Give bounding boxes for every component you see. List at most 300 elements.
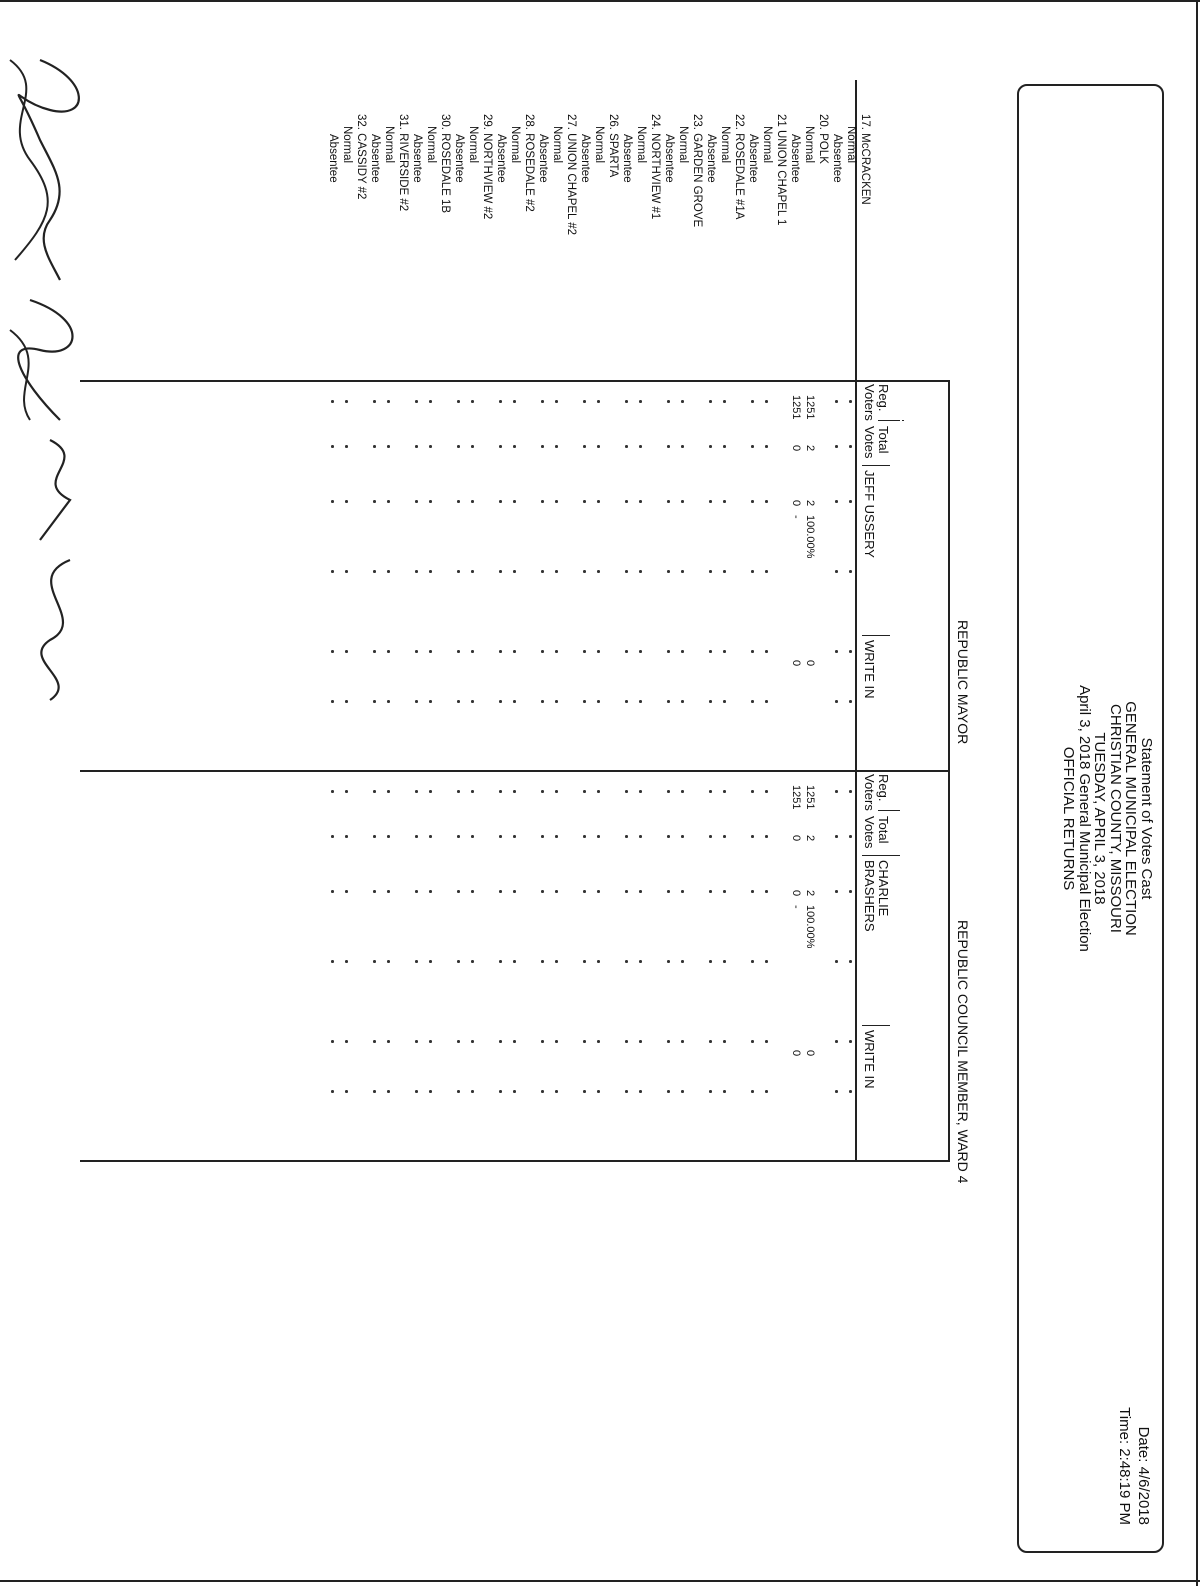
empty-cell-dot: [556, 790, 559, 793]
empty-cell-dot: [374, 650, 377, 653]
empty-cell-dot: [668, 445, 671, 448]
empty-cell-dot: [416, 960, 419, 963]
vote-count-cell: 100.00%: [804, 905, 816, 949]
empty-cell-dot: [710, 650, 713, 653]
precinct-name: 32. CASSIDY #2: [355, 114, 367, 200]
col-write-in: WRITE IN: [862, 1030, 877, 1089]
empty-cell-dot: [346, 570, 349, 573]
empty-cell-dot: [430, 400, 433, 403]
empty-cell-dot: [374, 445, 377, 448]
empty-cell-dot: [332, 790, 335, 793]
empty-cell-dot: [710, 1090, 713, 1093]
empty-cell-dot: [584, 570, 587, 573]
precinct-name: 24. NORTHVIEW #1: [649, 114, 661, 220]
col-header-tick: [878, 420, 900, 421]
col-write-in: WRITE IN: [862, 640, 877, 699]
precinct-name: 17. McCRACKEN: [859, 114, 871, 205]
empty-cell-dot: [500, 835, 503, 838]
precinct-row-type: Normal: [677, 126, 689, 164]
empty-cell-dot: [668, 960, 671, 963]
empty-cell-dot: [682, 790, 685, 793]
precinct-row-type: Normal: [845, 126, 857, 164]
empty-cell-dot: [710, 400, 713, 403]
empty-cell-dot: [500, 1090, 503, 1093]
empty-cell-dot: [766, 650, 769, 653]
empty-cell-dot: [598, 570, 601, 573]
empty-cell-dot: [752, 835, 755, 838]
empty-cell-dot: [668, 700, 671, 703]
empty-cell-dot: [416, 700, 419, 703]
empty-cell-dot: [584, 445, 587, 448]
empty-cell-dot: [556, 445, 559, 448]
empty-cell-dot: [556, 400, 559, 403]
empty-cell-dot: [332, 650, 335, 653]
precinct-name: 26. SPARTA: [607, 114, 619, 178]
empty-cell-dot: [472, 500, 475, 503]
contest-title-council: REPUBLIC COUNCIL MEMBER, WARD 4: [955, 920, 971, 1184]
empty-cell-dot: [514, 1040, 517, 1043]
precinct-row-type: Normal: [719, 126, 731, 164]
empty-cell-dot: [430, 700, 433, 703]
empty-cell-dot: [766, 570, 769, 573]
empty-cell-dot: [458, 650, 461, 653]
empty-cell-dot: [346, 1040, 349, 1043]
empty-cell-dot: [598, 650, 601, 653]
precinct-row-type: Absentee: [411, 134, 423, 183]
empty-cell-dot: [472, 835, 475, 838]
empty-cell-dot: [556, 1040, 559, 1043]
empty-cell-dot: [500, 445, 503, 448]
empty-cell-dot: [766, 500, 769, 503]
empty-cell-dot: [500, 400, 503, 403]
precinct-row-type: Absentee: [369, 134, 381, 183]
empty-cell-dot: [472, 890, 475, 893]
empty-cell-dot: [472, 1090, 475, 1093]
empty-cell-dot: [668, 1040, 671, 1043]
empty-cell-dot: [598, 500, 601, 503]
empty-cell-dot: [850, 960, 853, 963]
report-date: Date: 4/6/2018: [1135, 1426, 1152, 1525]
contest-rule-left: [949, 380, 951, 770]
empty-cell-dot: [374, 1090, 377, 1093]
empty-cell-dot: [374, 890, 377, 893]
vote-count-cell: 0: [790, 890, 802, 897]
empty-cell-dot: [682, 500, 685, 503]
empty-cell-dot: [472, 570, 475, 573]
vote-count-cell: 1251: [790, 395, 802, 420]
col-header-tick: [862, 1025, 890, 1026]
empty-cell-dot: [346, 500, 349, 503]
empty-cell-dot: [458, 790, 461, 793]
empty-cell-dot: [850, 650, 853, 653]
empty-cell-dot: [542, 700, 545, 703]
empty-cell-dot: [710, 790, 713, 793]
empty-cell-dot: [514, 400, 517, 403]
title-line: April 3, 2018 General Municipal Election: [1076, 685, 1093, 952]
empty-cell-dot: [836, 445, 839, 448]
empty-cell-dot: [514, 500, 517, 503]
empty-cell-dot: [640, 500, 643, 503]
empty-cell-dot: [542, 500, 545, 503]
empty-cell-dot: [626, 400, 629, 403]
empty-cell-dot: [458, 445, 461, 448]
precinct-name: 21 UNION CHAPEL 1: [775, 114, 787, 226]
empty-cell-dot: [514, 650, 517, 653]
precinct-row-type: Normal: [383, 126, 395, 164]
empty-cell-dot: [724, 650, 727, 653]
empty-cell-dot: [626, 570, 629, 573]
precinct-row-type: Normal: [551, 126, 563, 164]
empty-cell-dot: [542, 890, 545, 893]
empty-cell-dot: [836, 1040, 839, 1043]
report-time: Time: 2:48:19 PM: [1116, 1407, 1133, 1525]
col-header-tick: [878, 810, 900, 811]
report-title: [1061, 86, 1154, 1551]
empty-cell-dot: [752, 1040, 755, 1043]
empty-cell-dot: [710, 700, 713, 703]
empty-cell-dot: [472, 650, 475, 653]
empty-cell-dot: [458, 700, 461, 703]
empty-cell-dot: [416, 890, 419, 893]
empty-cell-dot: [458, 1040, 461, 1043]
empty-cell-dot: [836, 570, 839, 573]
empty-cell-dot: [500, 890, 503, 893]
empty-cell-dot: [724, 960, 727, 963]
vote-count-cell: 2: [804, 500, 816, 507]
precinct-row-type: Normal: [467, 126, 479, 164]
precinct-row-type: Absentee: [663, 134, 675, 183]
empty-cell-dot: [514, 570, 517, 573]
empty-cell-dot: [752, 1090, 755, 1093]
precinct-row-type: Normal: [593, 126, 605, 164]
empty-cell-dot: [710, 890, 713, 893]
empty-cell-dot: [542, 445, 545, 448]
empty-cell-dot: [430, 790, 433, 793]
empty-cell-dot: [682, 960, 685, 963]
empty-cell-dot: [752, 700, 755, 703]
empty-cell-dot: [682, 400, 685, 403]
title-line: TUESDAY, APRIL 3, 2018: [1091, 732, 1109, 905]
empty-cell-dot: [500, 650, 503, 653]
empty-cell-dot: [346, 835, 349, 838]
empty-cell-dot: [724, 790, 727, 793]
empty-cell-dot: [346, 1090, 349, 1093]
empty-cell-dot: [416, 400, 419, 403]
empty-cell-dot: [542, 650, 545, 653]
empty-cell-dot: [766, 400, 769, 403]
empty-cell-dot: [584, 890, 587, 893]
empty-cell-dot: [710, 835, 713, 838]
vote-count-cell: 0: [790, 500, 802, 507]
empty-cell-dot: [710, 960, 713, 963]
empty-cell-dot: [598, 1040, 601, 1043]
precinct-row-type: Absentee: [747, 134, 759, 183]
vote-count-cell: 0: [790, 835, 802, 842]
empty-cell-dot: [332, 960, 335, 963]
empty-cell-dot: [374, 400, 377, 403]
empty-cell-dot: [668, 500, 671, 503]
empty-cell-dot: [430, 960, 433, 963]
vote-count-cell: 0: [790, 660, 802, 667]
empty-cell-dot: [710, 500, 713, 503]
precinct-name: 27. UNION CHAPEL #2: [565, 114, 577, 236]
col-header-tick: [862, 465, 890, 466]
empty-cell-dot: [836, 650, 839, 653]
empty-cell-dot: [836, 1090, 839, 1093]
vote-count-cell: 0: [804, 1050, 816, 1057]
empty-cell-dot: [388, 400, 391, 403]
empty-cell-dot: [416, 835, 419, 838]
empty-cell-dot: [710, 1040, 713, 1043]
empty-cell-dot: [836, 400, 839, 403]
empty-cell-dot: [430, 1090, 433, 1093]
empty-cell-dot: [724, 570, 727, 573]
precinct-name: 30. ROSEDALE 1B: [439, 114, 451, 214]
empty-cell-dot: [388, 790, 391, 793]
empty-cell-dot: [640, 890, 643, 893]
empty-cell-dot: [836, 835, 839, 838]
empty-cell-dot: [752, 570, 755, 573]
empty-cell-dot: [752, 890, 755, 893]
empty-cell-dot: [682, 700, 685, 703]
empty-cell-dot: [598, 445, 601, 448]
report-header-box: [1017, 84, 1164, 1553]
empty-cell-dot: [752, 960, 755, 963]
empty-cell-dot: [430, 500, 433, 503]
empty-cell-dot: [458, 400, 461, 403]
empty-cell-dot: [556, 570, 559, 573]
col-total-votes: Total Votes: [862, 816, 891, 849]
empty-cell-dot: [472, 445, 475, 448]
empty-cell-dot: [416, 445, 419, 448]
empty-cell-dot: [668, 890, 671, 893]
precinct-row-type: Normal: [509, 126, 521, 164]
empty-cell-dot: [640, 700, 643, 703]
empty-cell-dot: [598, 400, 601, 403]
empty-cell-dot: [850, 500, 853, 503]
empty-cell-dot: [724, 890, 727, 893]
empty-cell-dot: [332, 835, 335, 838]
empty-cell-dot: [640, 790, 643, 793]
empty-cell-dot: [710, 445, 713, 448]
empty-cell-dot: [724, 700, 727, 703]
empty-cell-dot: [836, 500, 839, 503]
empty-cell-dot: [458, 890, 461, 893]
empty-cell-dot: [682, 890, 685, 893]
empty-cell-dot: [584, 650, 587, 653]
empty-cell-dot: [332, 890, 335, 893]
empty-cell-dot: [710, 570, 713, 573]
empty-cell-dot: [430, 835, 433, 838]
empty-cell-dot: [416, 650, 419, 653]
precinct-row-type: Absentee: [453, 134, 465, 183]
empty-cell-dot: [332, 1040, 335, 1043]
vote-count-cell: 2: [804, 835, 816, 842]
empty-cell-dot: [388, 570, 391, 573]
empty-cell-dot: [542, 400, 545, 403]
empty-cell-dot: [332, 570, 335, 573]
empty-cell-dot: [556, 500, 559, 503]
empty-cell-dot: [626, 890, 629, 893]
empty-cell-dot: [752, 445, 755, 448]
report-datetime: [1115, 1407, 1153, 1525]
empty-cell-dot: [766, 960, 769, 963]
empty-cell-dot: [472, 700, 475, 703]
empty-cell-dot: [500, 570, 503, 573]
col-reg-voters: Reg. Voters: [862, 774, 891, 811]
empty-cell-dot: [682, 1090, 685, 1093]
empty-cell-dot: [626, 700, 629, 703]
empty-cell-dot: [682, 570, 685, 573]
empty-cell-dot: [598, 835, 601, 838]
vote-count-cell: 1251: [804, 395, 816, 420]
empty-cell-dot: [458, 960, 461, 963]
empty-cell-dot: [332, 1090, 335, 1093]
empty-cell-dot: [724, 400, 727, 403]
empty-cell-dot: [640, 1040, 643, 1043]
col-divider: [80, 1160, 950, 1162]
precinct-row-type: Absentee: [327, 134, 339, 183]
vote-count-cell: 0: [790, 1050, 802, 1057]
empty-cell-dot: [556, 700, 559, 703]
precinct-row-type: Normal: [341, 126, 353, 164]
official-signature: [0, 0, 110, 1586]
empty-cell-dot: [850, 835, 853, 838]
empty-cell-dot: [640, 835, 643, 838]
empty-cell-dot: [514, 960, 517, 963]
empty-cell-dot: [682, 650, 685, 653]
empty-cell-dot: [374, 570, 377, 573]
empty-cell-dot: [388, 890, 391, 893]
empty-cell-dot: [542, 790, 545, 793]
empty-cell-dot: [514, 700, 517, 703]
empty-cell-dot: [514, 890, 517, 893]
vote-count-cell: -: [790, 515, 802, 519]
vote-count-cell: -: [790, 905, 802, 909]
empty-cell-dot: [640, 400, 643, 403]
empty-cell-dot: [514, 1090, 517, 1093]
empty-cell-dot: [346, 445, 349, 448]
empty-cell-dot: [598, 960, 601, 963]
empty-cell-dot: [626, 445, 629, 448]
empty-cell-dot: [458, 570, 461, 573]
precinct-name: 22. ROSEDALE #1A: [733, 114, 745, 220]
col-candidate: CHARLIE BRASHERS: [862, 860, 891, 932]
precinct-row-type: Absentee: [537, 134, 549, 183]
empty-cell-dot: [766, 1040, 769, 1043]
col-reg-voters: Reg. Voters: [862, 384, 891, 421]
vote-count-cell: 2: [804, 890, 816, 897]
empty-cell-dot: [598, 700, 601, 703]
empty-cell-dot: [682, 835, 685, 838]
empty-cell-dot: [766, 790, 769, 793]
empty-cell-dot: [514, 835, 517, 838]
empty-cell-dot: [626, 500, 629, 503]
empty-cell-dot: [458, 835, 461, 838]
empty-cell-dot: [388, 1040, 391, 1043]
precinct-name: 28. ROSEDALE #2: [523, 114, 535, 212]
empty-cell-dot: [766, 445, 769, 448]
precinct-row-type: Absentee: [579, 134, 591, 183]
col-header-tick: [862, 855, 900, 856]
precinct-name: 20. POLK: [817, 114, 829, 164]
empty-cell-dot: [556, 650, 559, 653]
empty-cell-dot: [668, 400, 671, 403]
empty-cell-dot: [752, 400, 755, 403]
precinct-row-type: Absentee: [495, 134, 507, 183]
empty-cell-dot: [374, 1040, 377, 1043]
empty-cell-dot: [668, 1090, 671, 1093]
col-header-tick: [903, 420, 905, 421]
empty-cell-dot: [500, 500, 503, 503]
empty-cell-dot: [850, 890, 853, 893]
empty-cell-dot: [346, 650, 349, 653]
empty-cell-dot: [472, 960, 475, 963]
empty-cell-dot: [500, 960, 503, 963]
empty-cell-dot: [836, 790, 839, 793]
vote-count-cell: 2: [804, 445, 816, 452]
empty-cell-dot: [584, 960, 587, 963]
empty-cell-dot: [556, 835, 559, 838]
empty-cell-dot: [514, 790, 517, 793]
empty-cell-dot: [850, 1040, 853, 1043]
vote-count-cell: 1251: [790, 785, 802, 810]
title-line: GENERAL MUNICIPAL ELECTION: [1122, 701, 1140, 936]
empty-cell-dot: [584, 500, 587, 503]
empty-cell-dot: [332, 700, 335, 703]
precinct-row-type: Absentee: [789, 134, 801, 183]
title-line: OFFICIAL RETURNS: [1060, 746, 1078, 891]
empty-cell-dot: [388, 960, 391, 963]
precinct-row-type: Normal: [425, 126, 437, 164]
title-line: CHRISTIAN COUNTY, MISSOURI: [1107, 704, 1124, 933]
empty-cell-dot: [514, 445, 517, 448]
col-header-tick: [862, 635, 890, 636]
empty-cell-dot: [640, 570, 643, 573]
empty-cell-dot: [388, 1090, 391, 1093]
empty-cell-dot: [640, 445, 643, 448]
empty-cell-dot: [598, 790, 601, 793]
empty-cell-dot: [416, 1090, 419, 1093]
empty-cell-dot: [584, 835, 587, 838]
empty-cell-dot: [752, 790, 755, 793]
empty-cell-dot: [374, 960, 377, 963]
empty-cell-dot: [332, 500, 335, 503]
empty-cell-dot: [374, 500, 377, 503]
empty-cell-dot: [766, 835, 769, 838]
empty-cell-dot: [374, 835, 377, 838]
empty-cell-dot: [542, 960, 545, 963]
precinct-row-type: Normal: [803, 126, 815, 164]
vote-count-cell: 1251: [804, 785, 816, 810]
empty-cell-dot: [836, 960, 839, 963]
empty-cell-dot: [598, 890, 601, 893]
precinct-name: 29. NORTHVIEW #2: [481, 114, 493, 220]
empty-cell-dot: [458, 1090, 461, 1093]
empty-cell-dot: [556, 1090, 559, 1093]
empty-cell-dot: [584, 790, 587, 793]
empty-cell-dot: [388, 445, 391, 448]
empty-cell-dot: [682, 1040, 685, 1043]
empty-cell-dot: [388, 500, 391, 503]
empty-cell-dot: [850, 445, 853, 448]
precinct-row-type: Normal: [635, 126, 647, 164]
empty-cell-dot: [724, 1040, 727, 1043]
empty-cell-dot: [388, 650, 391, 653]
precinct-row-type: Absentee: [621, 134, 633, 183]
empty-cell-dot: [668, 835, 671, 838]
vote-count-cell: 0: [804, 660, 816, 667]
